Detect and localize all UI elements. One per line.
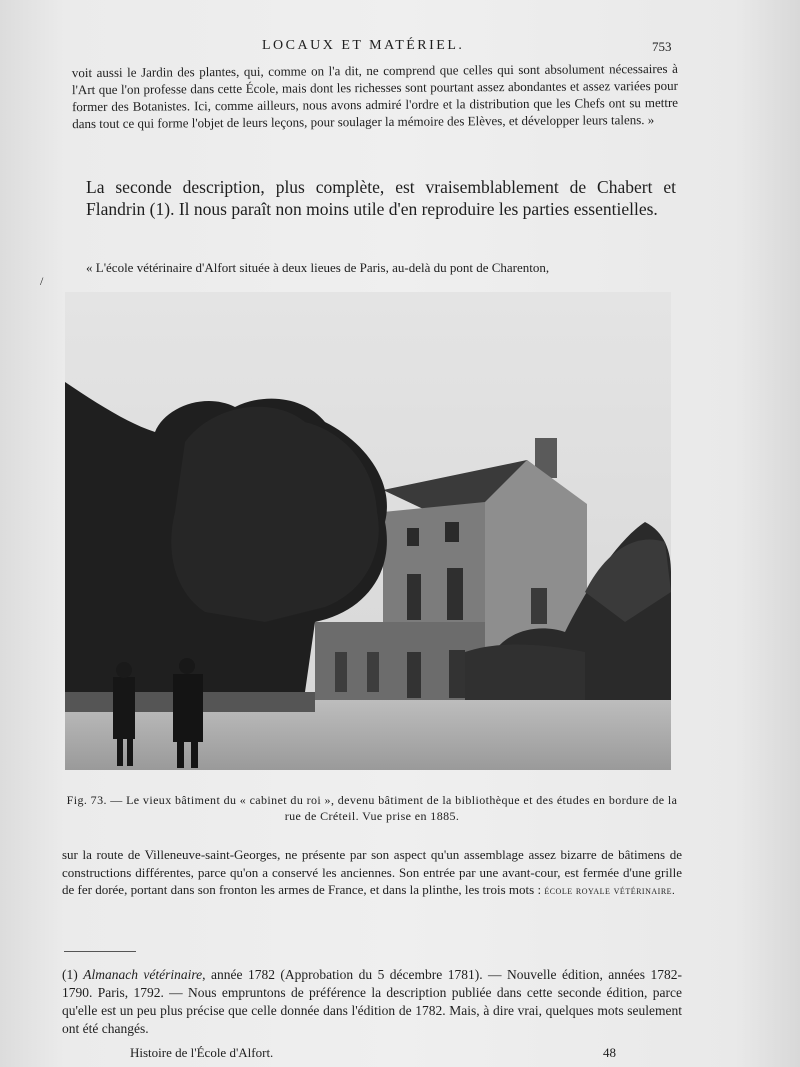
caption-lead: Fig. 73. — [66,793,127,807]
figure-photo [65,292,671,770]
running-header [0,38,800,58]
body-paragraph: La seconde description, plus complète, est vraisemblablement de Chabert et Flandrin (1). Il nous paraît non moins utile d'en reproduire les parties essentielles. [86,177,676,219]
building-photo-illustration [65,292,671,770]
figure-caption [62,792,682,824]
caption-text: Le vieux bâtiment du « cabinet du roi », devenu bâtiment de la bibliothèque et des études en bordure de la rue de Créteil. Vue prise en 1885. [126,793,678,823]
footnote [62,966,682,1038]
footer-book-title: Histoire de l'École d'Alfort. [130,1045,274,1060]
quote-paragraph: voit aussi le Jardin des plantes, qui, comme on l'a dit, ne comprend que celles qui sont absolument nécessaires à l'Art que l'on professe dans cette École, mais dont les richesses sont pourtant assez abondantes et assez variées pour former des Botanistes. Ici, comme ailleurs, nous avons admiré l'ordre et la distribution que les Chefs ont su mettre dans tout ce qui forme l'objet de leurs leçons, pour soulager la mémoire des Elèves, et développer leurs talens. » [71,60,679,132]
footnote-number: (1) [62,967,84,982]
footer-signature: 48 [603,1045,616,1060]
continuation-text: sur la route de Villeneuve-saint-Georges, ne présente par son aspect qu'un assemblage assez bizarre de bâtimens de constructions différentes, parce qu'on a conservé les anciennes. Son entrée par une avant-cour, est fermée d'une grille de fer dorée, portant dans son fronton les armes de France, et dans la plinthe, les trois mots : [62,847,682,897]
footnote-rule [64,951,136,952]
page-footer [0,1045,800,1061]
footnote-text: , année 1782 (Approbation du 5 décembre 1781). — Nouvelle édition, années 1782-1790. Paris, 1792. — Nous empruntons de préférence la description publiée dans cette seconde édition, parce qu'elle est un peu plus précise que celle donnée dans l'édition de 1782. Mais, à dire vrai, quelques mots seulement ont été changés. [62,967,683,1036]
quote-start: « L'école vétérinaire d'Alfort située à deux lieues de Paris, au-delà du pont de Charenton, [86,260,550,275]
inscription-text: école royale vétérinaire. [544,885,676,897]
page-number: 753 [652,39,672,54]
continuation-paragraph [62,846,682,901]
footnote-title: Almanach vétérinaire [83,967,203,982]
running-title: LOCAUX ET MATÉRIEL. [262,38,465,53]
margin-mark: / [40,274,44,288]
